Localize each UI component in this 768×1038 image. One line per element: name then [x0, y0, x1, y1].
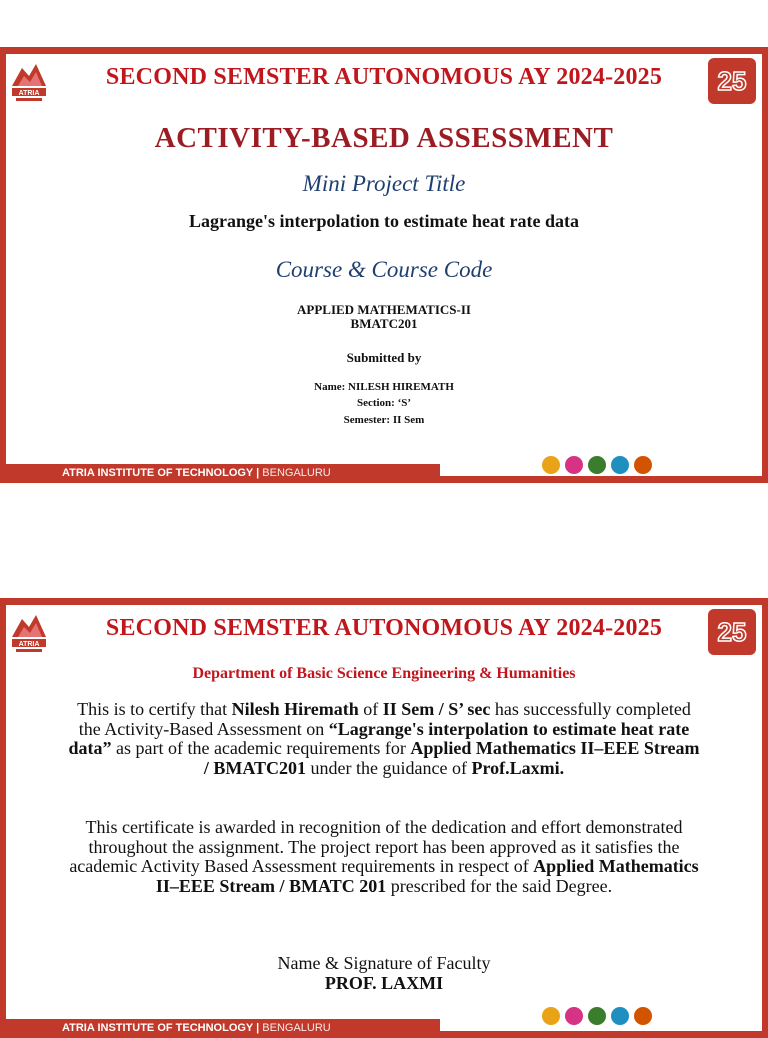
- award-icon: [565, 456, 583, 474]
- course-label: Course & Course Code: [275, 257, 493, 282]
- certificate-paragraph-1: [66, 700, 702, 778]
- logo-left-text: ATRIA: [18, 90, 40, 97]
- certificate-paragraph-2: [66, 818, 702, 896]
- award-icon: [565, 1007, 583, 1025]
- student-semester: Semester: II Sem: [343, 414, 425, 426]
- student-name: Nilesh Hiremath: [231, 699, 359, 719]
- student-name: Name: NILESH HIREMATH: [314, 381, 454, 393]
- anniversary-25-icon: [708, 58, 756, 104]
- footer-institute: ATRIA INSTITUTE OF TECHNOLOGY: [62, 467, 254, 479]
- signature-label: Name & Signature of Faculty: [277, 953, 491, 973]
- seal-icon: [542, 1007, 560, 1025]
- naac-icon: [634, 1007, 652, 1025]
- cert-text: This is to certify that: [77, 699, 232, 719]
- slide-certificate: [0, 598, 768, 1038]
- cert-text: prescribed for the said Degree.: [386, 875, 613, 896]
- naac-icon: [634, 456, 652, 474]
- course-name: APPLIED MATHEMATICS-II: [297, 302, 471, 317]
- footer-bar: [0, 1019, 440, 1038]
- footer-separator: |: [256, 467, 260, 479]
- semester-header: SECOND SEMSTER AUTONOMOUS AY 2024-2025: [105, 64, 663, 90]
- emblem-icon: [588, 456, 606, 474]
- logo-right-text: 25: [717, 66, 747, 96]
- accreditation-badges: [542, 456, 652, 474]
- cert-text: as part of the academic requirements for: [111, 738, 411, 758]
- footer-city: BENGALURU: [262, 467, 331, 479]
- seal-icon: [542, 456, 560, 474]
- guide-name: Prof.Laxmi.: [471, 757, 565, 778]
- faculty-name: PROF. LAXMI: [324, 973, 444, 993]
- semester-header: SECOND SEMSTER AUTONOMOUS AY 2024-2025: [105, 615, 663, 641]
- mini-project-label: Mini Project Title: [302, 171, 466, 196]
- cert-text: This certificate is awarded in recognition of the dedication and effort demonstrated throughout the assignment. The project report has been approved as it satisfies the academic Activity Based Assessment requirements in respect of: [69, 817, 683, 876]
- footer-city: BENGALURU: [262, 1022, 331, 1034]
- emblem-icon: [588, 1007, 606, 1025]
- cert-text: under the guidance of: [306, 757, 472, 778]
- footer-bar: [0, 464, 440, 483]
- nba-icon: [611, 1007, 629, 1025]
- course-name: Applied Mathematics II–EEE Stream / BMATC201: [203, 738, 700, 778]
- cert-text: has successfully completed the Activity-Based Assessment on: [78, 699, 691, 739]
- anniversary-25-logo: [708, 609, 756, 655]
- course-name: Applied Mathematics II–EEE Stream / BMATC 201: [155, 856, 699, 896]
- student-section: Section: ‘S’: [356, 397, 412, 409]
- anniversary-25-logo: [708, 58, 756, 104]
- logo-left-text: ATRIA: [18, 641, 40, 648]
- anniversary-25-icon: [708, 609, 756, 655]
- accreditation-badges: [542, 1007, 652, 1025]
- submitted-by-label: Submitted by: [346, 350, 422, 365]
- logo-right-text: 25: [717, 617, 747, 647]
- slide-activity-based-assessment: [0, 47, 768, 483]
- project-title: Lagrange's interpolation to estimate heat rate data: [189, 211, 579, 231]
- project-title: “Lagrange's interpolation to estimate heat rate data”: [68, 718, 690, 758]
- footer-separator: |: [256, 1022, 260, 1034]
- department-title: Department of Basic Science Engineering & Humanities: [192, 665, 576, 682]
- course-code: BMATC201: [350, 316, 418, 331]
- nba-icon: [611, 456, 629, 474]
- student-semester-section: II Sem / S’ sec: [382, 699, 491, 719]
- page-title: ACTIVITY-BASED ASSESSMENT: [154, 122, 614, 154]
- cert-text: of: [358, 699, 383, 719]
- footer-institute: ATRIA INSTITUTE OF TECHNOLOGY: [62, 1022, 254, 1034]
